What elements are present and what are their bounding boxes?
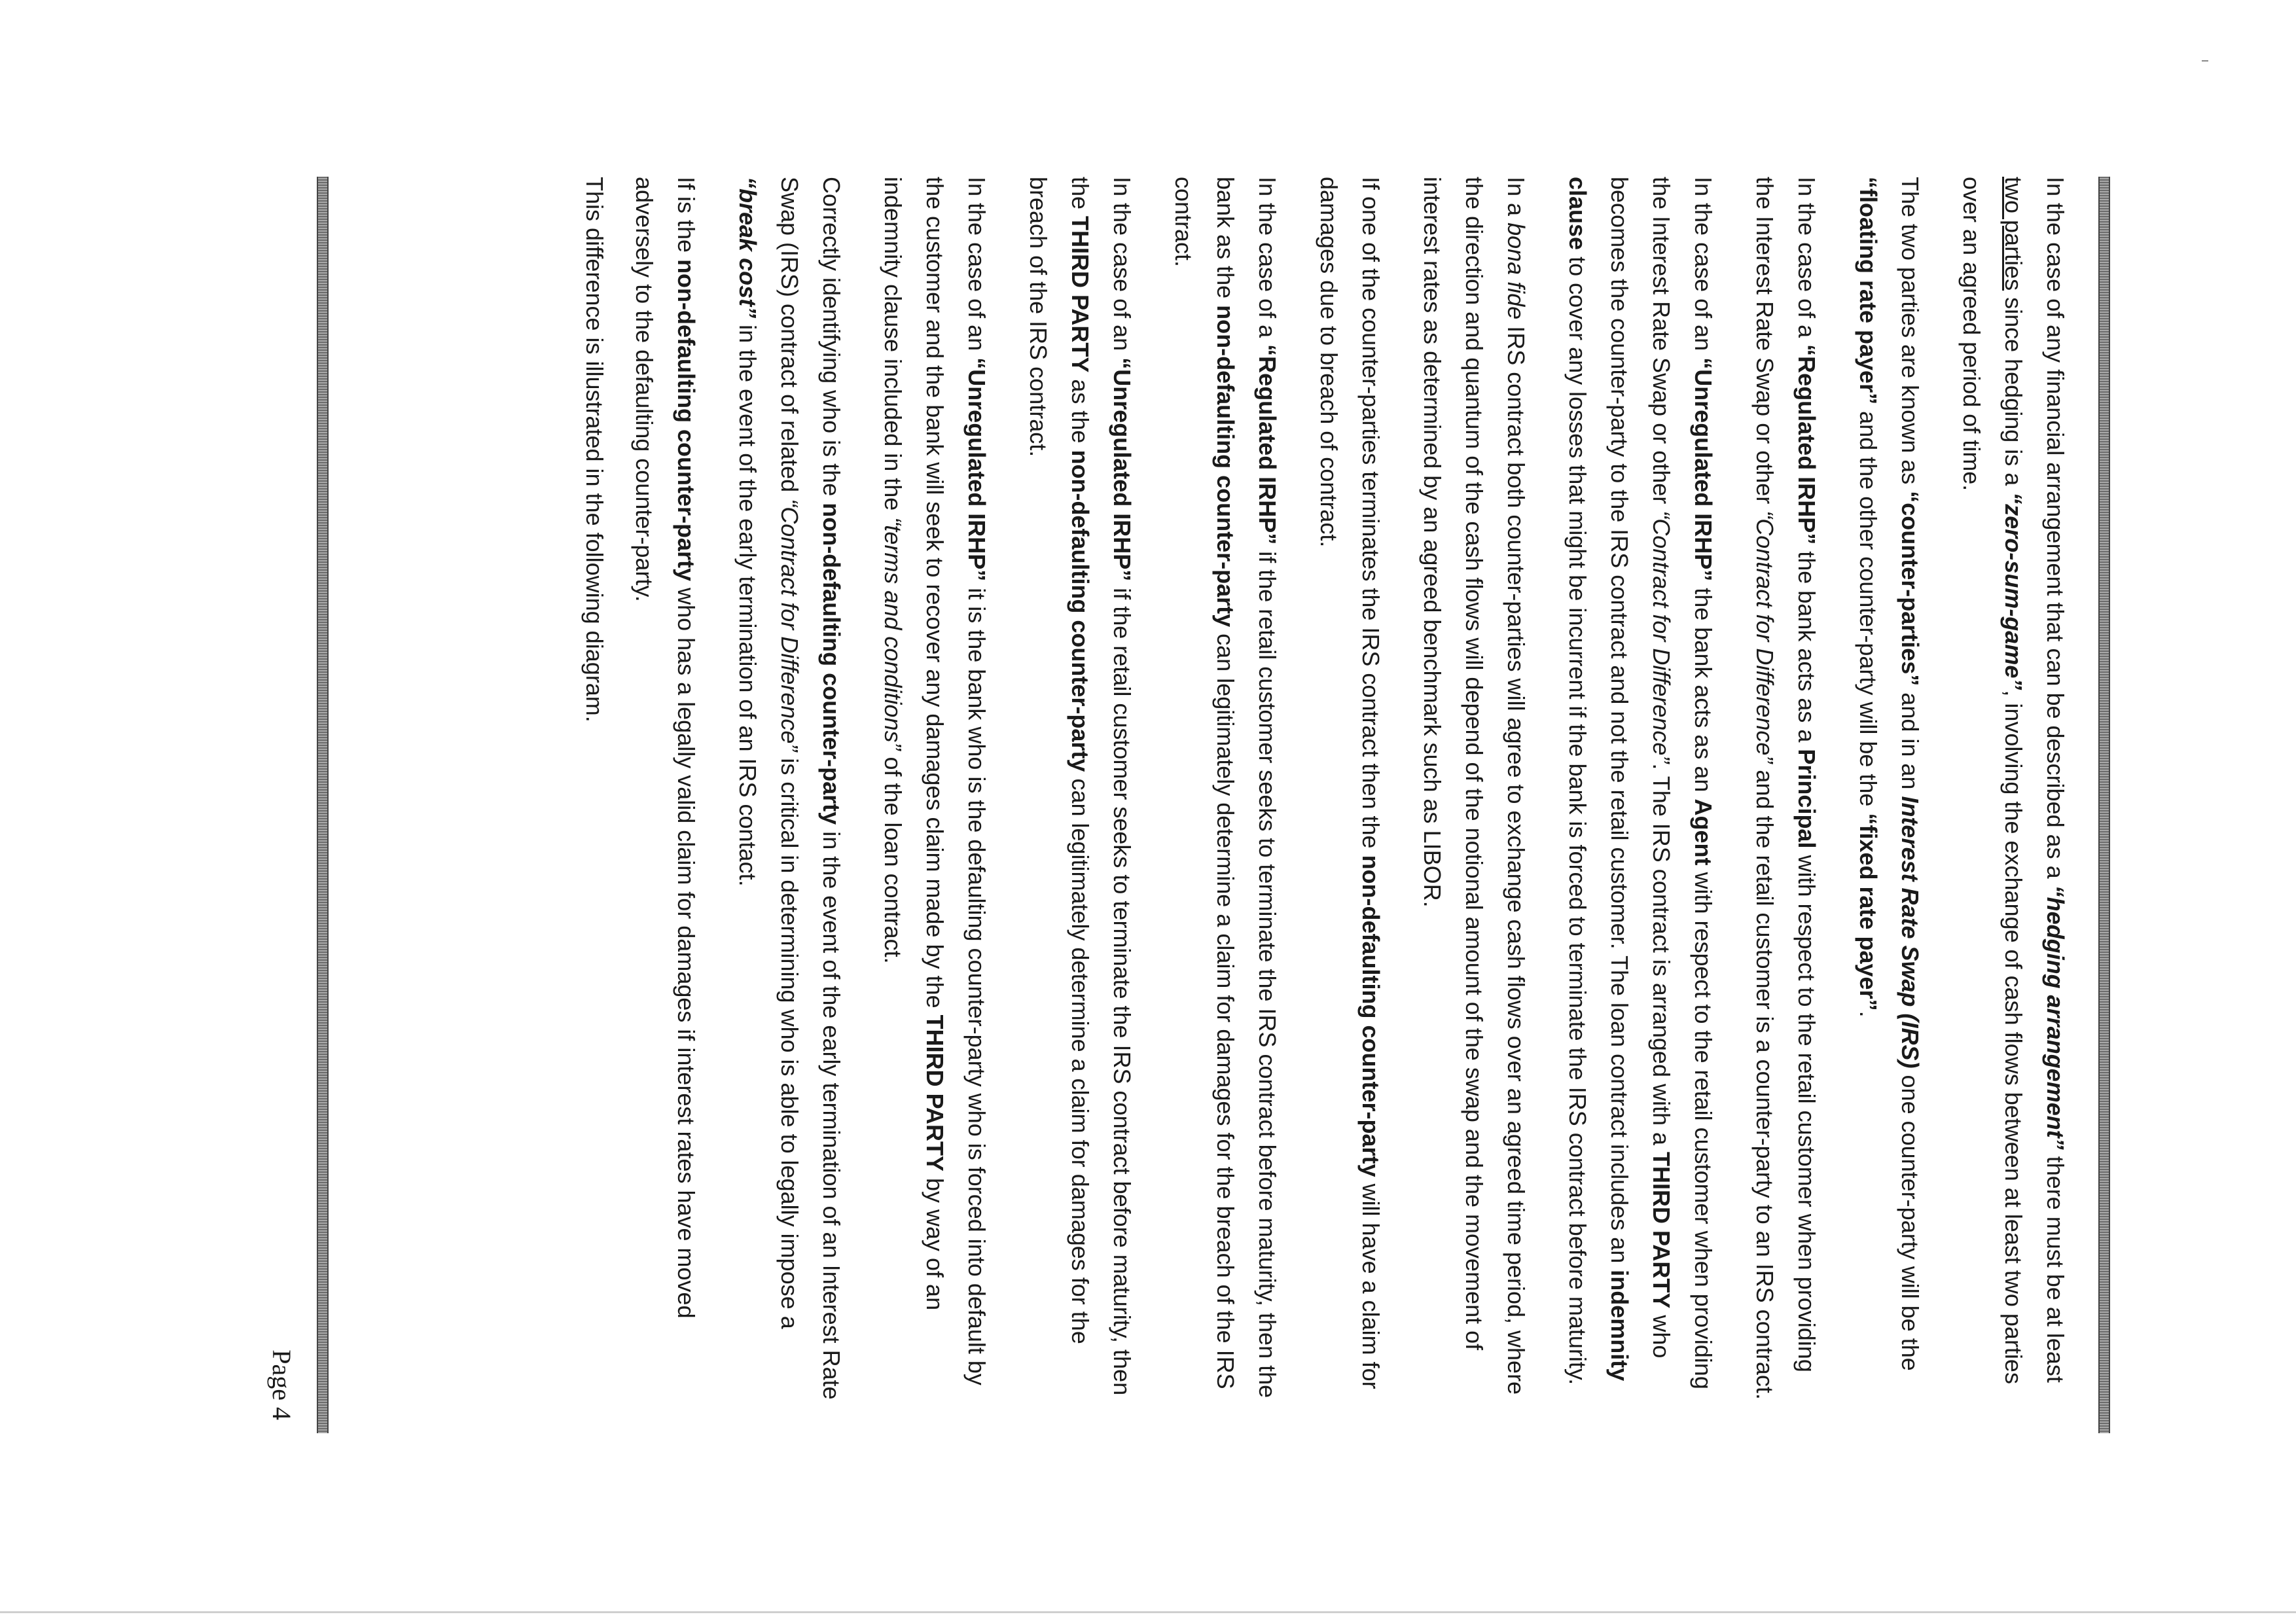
text-run: if the retail customer seeks to terminate the IRS contract before maturity, then the bank as the — [1212, 177, 1281, 1399]
text-run: who has a legally valid claim for damages if interest rates have moved adversely to the defaulting counter-party. — [631, 177, 700, 1319]
paragraph-8 — [1017, 177, 1143, 1407]
text-run: . — [1855, 1010, 1882, 1018]
text-run: “Contract for Difference” — [1648, 510, 1675, 764]
text-run: non-defaulting counter-party — [1212, 305, 1239, 628]
text-run: “Regulated IRHP” — [1793, 344, 1820, 545]
text-run: there must be at least — [2042, 1149, 2069, 1383]
text-run: In the case of a — [1254, 177, 1281, 345]
text-run: and in an — [1897, 686, 1924, 796]
text-run: it is the bank who is the defaulting counter-party who is forced into default by the customer and the bank will seek to recover any damages claim made by the — [922, 177, 990, 1385]
text-run: with respect to the retail customer when providing the Interest Rate Swap or other — [1751, 177, 1820, 1372]
text-run: In the case of a — [1793, 177, 1820, 345]
text-run: the bank acts as a — [1793, 544, 1820, 749]
text-run: with respect to the retail customer when providing the Interest Rate Swap or other — [1648, 177, 1717, 1389]
text-run: Agent — [1690, 798, 1717, 866]
paragraph-12 — [573, 177, 615, 1407]
paragraph-4 — [1556, 177, 1724, 1407]
text-run: “Contract for Difference” — [776, 499, 803, 752]
text-run: THIRD PARTY — [922, 1014, 948, 1171]
text-run: . The IRS contract is arranged with a — [1648, 763, 1675, 1152]
text-run: bona fide — [1503, 223, 1530, 320]
footer-rule — [317, 177, 329, 1433]
text-run: This difference is illustrated in the following diagram. — [581, 177, 608, 722]
scan-speck — [2202, 60, 2208, 62]
text-run: In the case of an — [1690, 177, 1717, 358]
text-run: “terms and conditions” — [880, 517, 906, 751]
page-number: Page 4 — [267, 1349, 296, 1420]
text-run: non-defaulting counter-party — [1357, 855, 1384, 1177]
text-run: In a — [1503, 177, 1530, 223]
paragraph-1 — [1950, 177, 2076, 1407]
text-run: Interest Rate Swap (IRS) — [1897, 796, 1924, 1069]
paragraph-6 — [1308, 177, 1391, 1407]
text-run: The two parties are known as — [1897, 177, 1924, 491]
paragraph-7 — [1162, 177, 1288, 1407]
text-run: to cover any losses that might be incurrent if the bank is forced to terminate the IRS contract before maturity. — [1564, 250, 1591, 1385]
paragraph-9 — [872, 177, 997, 1407]
text-run: non-defaulting counter-party — [818, 503, 845, 825]
text-run: IRS contract both counter-parties will agree to exchange cash flows over an agreed time period, where the direction and quantum of the cash flows will depend of the notional amount of the swap and the movement of interest rates as determined by an agreed benchmark such as LIBOR. — [1419, 177, 1530, 1395]
text-run: is critical in determining who is able to legally impose a — [776, 751, 803, 1329]
text-run: “fixed rate payer” — [1855, 813, 1882, 1011]
text-run: and the other counter-party will be the — [1855, 404, 1882, 813]
text-run: as the — [1067, 372, 1094, 450]
text-run: indemnity clause — [1564, 177, 1633, 1382]
rotated-page — [245, 177, 2110, 1433]
text-run: since hedging is a — [2000, 291, 2027, 493]
scan-bottom-edge — [0, 1611, 2296, 1613]
text-run: “Regulated IRHP” — [1254, 344, 1281, 545]
text-run: , involving the exchange of cash flows between at least two parties over an agreed period of time. — [1958, 177, 2027, 1384]
text-run: “floating rate payer” — [1855, 177, 1882, 405]
text-run: THIRD PARTY — [1648, 1152, 1675, 1309]
paragraph-2 — [1847, 177, 1931, 1407]
text-run: Correctly identifying who is the — [818, 177, 845, 503]
text-run: “zero-sum-game” — [2000, 492, 2027, 690]
text-run: non-defaulting counter-party — [1067, 450, 1094, 772]
text-run: THIRD PARTY — [1067, 216, 1094, 373]
text-run: in the event of the early termination of an Interest Rate Swap (IRS) contract of related — [776, 177, 845, 1400]
text-run: one counter-party will be the — [1897, 1068, 1924, 1371]
text-run: by way of an indemnity clause included in the — [880, 177, 948, 1311]
text-run: non-defaulting counter-party — [673, 259, 700, 582]
paragraph-3 — [1744, 177, 1827, 1407]
paragraph-5 — [1411, 177, 1537, 1407]
text-run: In the case of an — [1109, 177, 1136, 358]
text-run: If is the — [673, 177, 700, 260]
text-run: In the case of any financial arrangement that can be described as a — [2042, 177, 2069, 885]
text-run: “hedging arrangement” — [2042, 885, 2069, 1150]
text-run: two parties — [2000, 177, 2027, 291]
text-run: the bank acts as an — [1690, 581, 1717, 799]
text-run: “Unregulated IRHP” — [1109, 357, 1136, 582]
header-rule — [2098, 177, 2110, 1433]
text-run: if the retail customer seeks to terminate the IRS contract before maturity, then the — [1067, 177, 1136, 1396]
text-run: “Contract for Difference” — [1751, 510, 1778, 764]
text-run: “counter-parties” — [1897, 491, 1924, 687]
text-run: of the loan contract. — [880, 750, 906, 964]
text-run: In the case of an — [963, 177, 990, 358]
text-run: “Unregulated IRHP” — [963, 357, 990, 582]
paragraph-11 — [623, 177, 707, 1407]
text-run: can legitimately determine a claim for damages for the breach of the IRS contract. — [1170, 177, 1239, 1389]
text-run: and the retail customer is a counter-party to an IRS contract. — [1751, 763, 1778, 1400]
text-run: “break cost” — [734, 177, 761, 319]
paragraph-10 — [726, 177, 852, 1407]
text-run: If one of the counter-parties terminates the IRS contract then the — [1357, 177, 1384, 855]
text-run: Principal — [1793, 749, 1820, 849]
text-run: who becomes the counter-party to the IRS contract and not the retail customer. The loan contract includes an — [1606, 177, 1675, 1359]
text-run: will have a claim for damages due to breach of contract. — [1316, 177, 1384, 1389]
text-run: “Unregulated IRHP” — [1690, 357, 1717, 582]
text-run: can legitimately determine a claim for damages for the breach of the IRS contract. — [1025, 177, 1094, 1344]
text-run: in the event of the early termination of an IRS contact. — [734, 318, 761, 887]
document-body — [554, 177, 2076, 1407]
